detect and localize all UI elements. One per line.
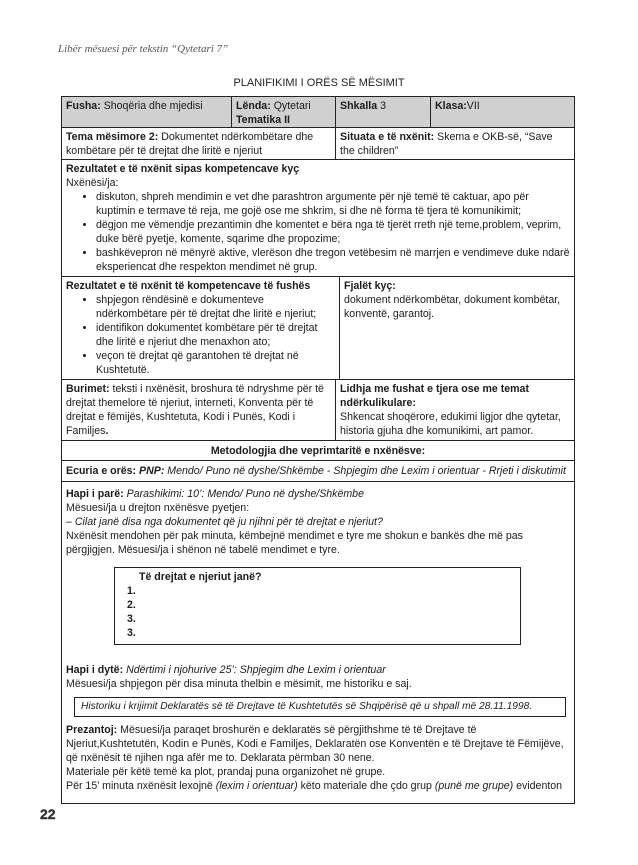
klasa-value: VII <box>466 100 480 112</box>
tematika-value: Tematika II <box>236 114 290 126</box>
step2-text: Mësuesi/ja shpjegon për disa minuta thelbin e mësimit, me historiku e saj. <box>66 678 412 690</box>
lenda-label: Lënda: <box>236 100 271 112</box>
field-competences-heading: Rezultatet e të nxënit të kompetencave të fushës <box>66 280 311 292</box>
tema-value: Dokumentet ndërkombëtare dhe kombëtare për të drejtat dhe liritë e njeriut <box>66 131 314 157</box>
situata-cell <box>335 128 574 159</box>
lidhja-heading: Lidhja me fushat e tjera ose me temat ndërkulikulare: <box>340 383 529 409</box>
list-item: 2. <box>127 599 136 611</box>
topic-row <box>62 128 574 160</box>
situata-label: Situata e të nxënit: <box>340 131 435 143</box>
list-item: • veçon të drejtat që garantohen të drejtat në Kushtetutë. <box>96 349 335 377</box>
prezantoj-line3-end: evidenton <box>516 780 563 792</box>
list-item: 3. <box>127 627 136 639</box>
fusha-label: Fusha: <box>66 100 101 112</box>
list-item: • shpjegon rëndësinë e dokumenteve ndërkombëtare për të drejtat dhe liritë e njeriut; <box>96 293 335 321</box>
step1-label: Hapi i parë: <box>66 488 124 500</box>
ecuria-label: Ecuria e orës: <box>66 465 137 477</box>
resources-row <box>62 380 574 441</box>
methodology-row <box>62 441 574 461</box>
shkalla-label: Shkalla <box>340 100 378 112</box>
step1-question: – Cilat janë disa nga dokumentet që ju njihni për të drejtat e njeriut? <box>66 516 383 528</box>
page-title: PLANIFIKIMI I ORËS SË MËSIMIT <box>233 77 405 89</box>
ecuria-cell <box>62 461 574 481</box>
prezantoj-line3-mid: këto materiale dhe çdo grup <box>300 780 432 792</box>
list-item: • dëgjon me vëmendje prezantimin dhe komentet e bëra nga të tjerët rreth një teme,problem, veprim, duke bërë pyetje, komente, sqarime dhe propozime; <box>96 218 570 246</box>
fusha-cell <box>62 97 231 127</box>
prezantoj-line3-start: Për 15’ minuta nxënësit lexojnë <box>66 780 213 792</box>
shkalla-cell <box>335 97 430 127</box>
step1-line <box>66 487 570 501</box>
lenda-value: Qytetari <box>273 100 311 112</box>
key-competences-cell <box>62 160 574 276</box>
burimet-value: teksti i nxënësit, broshura të ndryshme për të drejtat themelore të njeriut, interneti, Konventa për të drejtat e fëmijës, Kushtetuta, Kodi i Punës, Kodi i Familjes <box>66 383 324 437</box>
list-item: 3. <box>127 613 136 625</box>
step1-text2: Nxënësit mendohen për pak minuta, këmbejnë mendimet e tyre me shokun e bankës dhe më pas përgjigjen. Mësuesi/ja i shënon në tabelë mendimet e tyre. <box>66 530 523 556</box>
list-item: 1. <box>127 585 136 597</box>
key-competences-list <box>66 190 570 274</box>
step2-label: Hapi i dytë: <box>66 664 124 676</box>
burimet-label: Burimet: <box>66 383 110 395</box>
prezantoj-text: Mësuesi/ja paraqet broshurën e deklaratës së përgjithshme të të Drejtave të Njeriut,Kushtetutën, Kodin e Punës, Kodi e Familjes, Deklaratën ose Konventën e të Drejtave të Fëmijëve, që nxënësit të njihen nga afër me to. Deklarata përmban 30 nene. <box>66 724 564 764</box>
key-competences-heading: Rezultatet e të nxënit sipas kompetencave kyç <box>66 163 300 175</box>
situata-value: Skema e OKB-së, “Save the children” <box>340 131 553 157</box>
step2-value: Ndërtimi i njohurive 25’: Shpjegim dhe Lexim i orientuar <box>126 664 386 676</box>
rights-box <box>114 567 521 645</box>
list-item: • identifikon dokumentet kombëtare për të drejtat dhe liritë e njeriut dhe menaxhon ato; <box>96 321 335 349</box>
keywords-heading: Fjalët kyç: <box>344 280 396 292</box>
lidhja-cell <box>335 380 574 440</box>
running-head: Libër mësuesi për tekstin “Qytetari 7” <box>58 43 229 55</box>
burimet-cell <box>62 380 335 440</box>
rights-box-items <box>127 584 516 640</box>
history-box: Historiku i krijimit Deklaratës së të Drejtave të Kushtetutës së Shqipërisë që u shpall më 28.11.1998. <box>74 697 566 717</box>
field-competences-row <box>62 277 574 380</box>
prezantoj-line3-italic2: (punë me grupe) <box>434 780 514 792</box>
ecuria-row <box>62 461 574 482</box>
rights-box-heading: Të drejtat e njeriut janë? <box>139 571 262 583</box>
ecuria-value: Mendo/ Puno në dyshe/Shkëmbe - Shpjegim dhe Lexim i orientuar - Rrjeti i diskutimit <box>167 465 566 477</box>
field-competences-cell <box>62 277 339 379</box>
page-number: 22 <box>40 806 56 822</box>
prezantoj-paragraph <box>66 723 570 765</box>
ecuria-pnp: PNP: <box>139 465 165 477</box>
keywords-cell <box>339 277 574 379</box>
fusha-value: Shoqëria dhe mjedisi <box>103 100 203 112</box>
lesson-plan-table <box>61 96 575 804</box>
lenda-cell <box>231 97 335 127</box>
prezantoj-line3 <box>66 779 570 793</box>
klasa-label: Klasa: <box>435 100 467 112</box>
burimet-end: . <box>105 425 109 437</box>
shkalla-value: 3 <box>380 100 386 112</box>
list-item: • bashkëvepron në mënyrë aktive, vlerëson dhe tregon vetëbesim në marrjen e vendimeve duke ndarë eksperiencat dhe respekton mendimet në grup. <box>96 246 570 274</box>
klasa-cell <box>430 97 574 127</box>
step1-text: Mësuesi/ja u drejton nxënësve pyetjen: <box>66 502 250 514</box>
key-competences-row <box>62 160 574 277</box>
field-competences-list <box>66 293 335 377</box>
key-competences-intro: Nxënësi/ja: <box>66 177 119 189</box>
prezantoj-line3-italic1: (lexim i orientuar) <box>215 780 298 792</box>
tema-label: Tema mësimore 2: <box>66 131 159 143</box>
keywords-value: dokument ndërkombëtar, dokument kombëtar, konventë, garantoj. <box>344 294 561 320</box>
prezantoj-line2: Materiale për këtë temë ka plot, prandaj puna organizohet në grupe. <box>66 766 386 778</box>
lesson-body <box>62 482 574 795</box>
tema-cell <box>62 128 335 159</box>
header-row <box>62 97 574 128</box>
lidhja-value: Shkencat shoqërore, edukimi ligjor dhe qytetar, historia gjuha dhe komunikimi, art pamor. <box>340 411 561 437</box>
prezantoj-label: Prezantoj: <box>66 724 118 736</box>
step1-value: Parashikimi: 10’: Mendo/ Puno në dyshe/Shkëmbe <box>126 488 364 500</box>
list-item: • diskuton, shpreh mendimin e vet dhe parashtron argumente për një temë të caktuar, apo për kuptimin e termave të reja, me gojë ose me shkrim, si dhe në forma të tjera të komunikimit; <box>96 190 570 218</box>
methodology-heading: Metodologjia dhe veprimtaritë e nxënësve: <box>210 445 426 457</box>
step2-line <box>66 663 570 677</box>
